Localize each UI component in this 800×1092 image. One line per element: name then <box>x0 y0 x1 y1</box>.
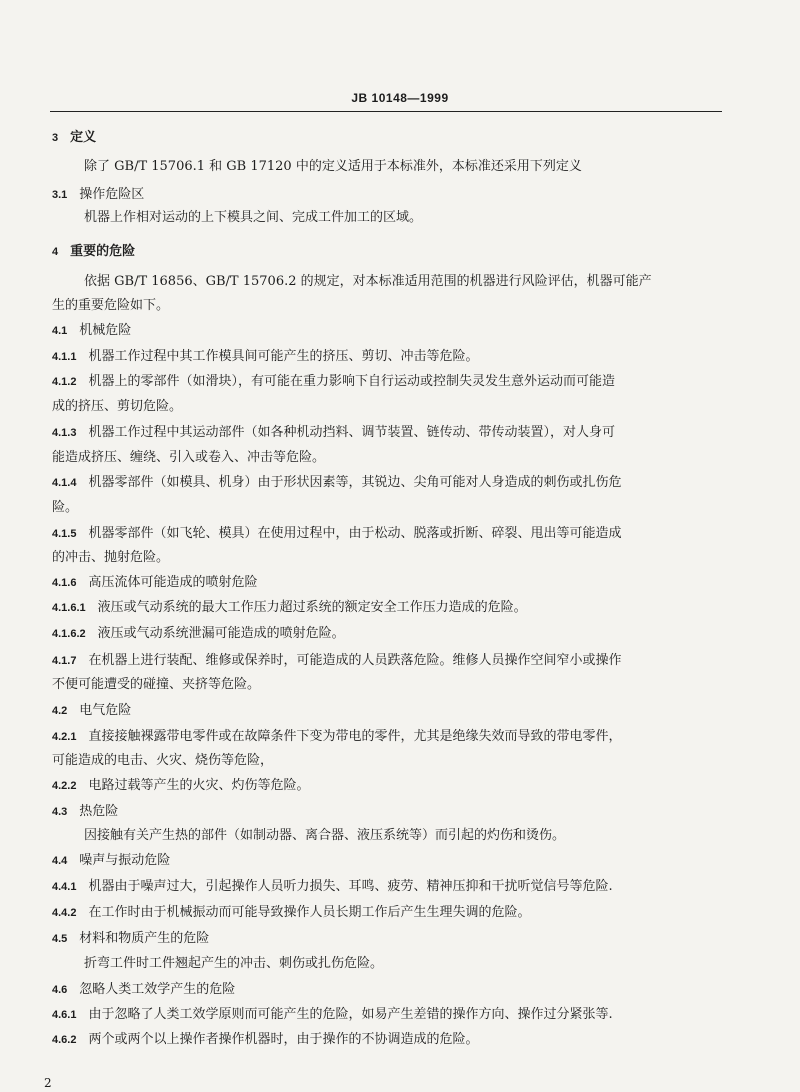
text-line <box>52 130 96 146</box>
text-line <box>52 778 309 794</box>
section-number: 3.1 <box>52 189 68 201</box>
section-number: 4.1.6.2 <box>52 628 86 640</box>
text-line <box>52 804 118 820</box>
text-line <box>52 1007 613 1023</box>
text-line <box>52 399 182 415</box>
section-heading-text: 操作危险区 <box>79 187 145 202</box>
section-number: 4.1.7 <box>52 655 77 667</box>
paragraph-text: 的冲击、抛射危险。 <box>52 550 170 565</box>
section-heading-text: 电气危险 <box>79 703 132 718</box>
paragraph-text: 成的挤压、剪切危险。 <box>52 399 183 414</box>
section-heading-text: 噪声与振动危险 <box>79 853 171 868</box>
paragraph-text: 依据 GB/T 16856、GB/T 15706.2 的规定，对本标准适用范围的机器进行风险评估，机器可能产 <box>84 274 652 289</box>
section-heading-text: 重要的危险 <box>70 244 136 259</box>
section-number: 4.1.6 <box>52 577 77 589</box>
text-line <box>84 159 582 175</box>
section-heading-text: 由于忽略了人类工效学原则而可能产生的危险，如易产生差错的操作方向、操作过分紧张等. <box>88 1007 613 1022</box>
text-line <box>52 425 615 441</box>
paragraph-text: 折弯工件时工件翘起产生的冲击、刺伤或扎伤危险。 <box>84 956 384 971</box>
section-heading-text: 在机器上进行装配、维修或保养时，可能造成的人员跌落危险。维修人员操作空间窄小或操作 <box>88 653 622 668</box>
section-number: 4.2.2 <box>52 780 77 792</box>
section-number: 4.1 <box>52 325 68 337</box>
text-line <box>84 210 422 226</box>
section-number: 4.4.1 <box>52 881 77 893</box>
text-line <box>52 677 260 693</box>
section-number: 4.2 <box>52 705 68 717</box>
text-line <box>52 1032 478 1048</box>
section-number: 4 <box>52 246 59 258</box>
paragraph-text: 可能造成的电击、火灾、烧伤等危险， <box>52 753 274 768</box>
text-line <box>52 575 257 591</box>
section-heading-text: 热危险 <box>79 804 119 819</box>
text-line <box>52 500 78 516</box>
text-line <box>52 982 235 998</box>
text-line <box>52 703 131 719</box>
text-line <box>52 187 144 203</box>
section-number: 3 <box>52 132 59 144</box>
section-heading-text: 机器工作过程中其工作模具间可能产生的挤压、剪切、冲击等危险。 <box>88 349 479 364</box>
section-number: 4.6 <box>52 984 68 996</box>
section-heading-text: 机械危险 <box>79 323 132 338</box>
section-heading-text: 机器零部件（如飞轮、模具）在使用过程中，由于松动、脱落或折断、碎裂、甩出等可能造成 <box>88 526 622 541</box>
text-line <box>84 274 652 290</box>
page-number: 2 <box>44 1076 52 1090</box>
section-number: 4.5 <box>52 933 68 945</box>
paragraph-text: 生的重要危险如下。 <box>52 298 170 313</box>
text-line <box>52 653 621 669</box>
section-heading-text: 液压或气动系统泄漏可能造成的喷射危险。 <box>97 626 345 641</box>
section-number: 4.1.2 <box>52 376 77 388</box>
text-line <box>52 298 169 314</box>
text-line <box>52 550 169 566</box>
section-number: 4.1.3 <box>52 427 77 439</box>
section-heading-text: 两个或两个以上操作者操作机器时，由于操作的不协调造成的危险。 <box>88 1032 479 1047</box>
text-line <box>52 729 621 745</box>
text-line <box>52 450 325 466</box>
section-heading-text: 电路过载等产生的火灾、灼伤等危险。 <box>88 778 310 793</box>
section-number: 4.4 <box>52 855 68 867</box>
text-line <box>52 905 530 921</box>
text-line <box>52 600 527 616</box>
section-heading-text: 直接接触裸露带电零件或在故障条件下变为带电的零件，尤其是绝缘失效而导致的带电零件， <box>88 729 622 744</box>
paragraph-text: 机器上作相对运动的上下模具之间、完成工件加工的区域。 <box>84 210 423 225</box>
section-heading-text: 机器由于噪声过大，引起操作人员听力损失、耳鸣、疲劳、精神压抑和干扰听觉信号等危险. <box>88 879 613 894</box>
section-heading-text: 液压或气动系统的最大工作压力超过系统的额定安全工作压力造成的危险。 <box>97 600 527 615</box>
section-number: 4.1.5 <box>52 528 77 540</box>
paragraph-text: 能造成挤压、缠绕、引入或卷入、冲击等危险。 <box>52 450 326 465</box>
text-line <box>52 931 209 947</box>
section-number: 4.4.2 <box>52 907 77 919</box>
text-line <box>52 475 621 491</box>
text-line <box>84 828 565 844</box>
section-number: 4.3 <box>52 806 68 818</box>
section-heading-text: 机器零部件（如模具、机身）由于形状因素等，其锐边、尖角可能对人身造成的刺伤或扎伤危 <box>88 475 622 490</box>
text-line <box>52 244 135 260</box>
section-heading-text: 材料和物质产生的危险 <box>79 931 210 946</box>
text-line <box>52 349 478 365</box>
text-line <box>52 374 615 390</box>
section-heading-text: 忽略人类工效学产生的危险 <box>79 982 236 997</box>
section-number: 4.6.2 <box>52 1034 77 1046</box>
text-line <box>84 956 383 972</box>
section-heading-text: 机器上的零部件（如滑块），有可能在重力影响下自行运动或控制失灵发生意外运动而可能造 <box>88 374 615 389</box>
standard-code-header: JB 10148—1999 <box>351 91 449 105</box>
section-heading-text: 机器工作过程中其运动部件（如各种机动挡料、调节装置、链传动、带传动装置），对人身可 <box>88 425 615 440</box>
section-heading-text: 高压流体可能造成的喷射危险 <box>88 575 258 590</box>
text-line <box>52 626 345 642</box>
text-line <box>52 753 273 769</box>
header-divider <box>50 111 722 112</box>
section-heading-text: 在工作时由于机械振动而可能导致操作人员长期工作后产生生理失调的危险。 <box>88 905 531 920</box>
section-number: 4.1.6.1 <box>52 602 86 614</box>
text-line <box>52 323 131 339</box>
section-number: 4.1.4 <box>52 477 77 489</box>
paragraph-text: 除了 GB/T 15706.1 和 GB 17120 中的定义适用于本标准外，本标准还采用下列定义 <box>84 159 582 174</box>
paragraph-text: 险。 <box>52 500 79 515</box>
section-number: 4.6.1 <box>52 1009 77 1021</box>
text-line <box>52 853 170 869</box>
text-line <box>52 879 613 895</box>
paragraph-text: 不便可能遭受的碰撞、夹挤等危险。 <box>52 677 261 692</box>
text-line <box>52 526 621 542</box>
section-heading-text: 定义 <box>70 130 97 145</box>
section-number: 4.1.1 <box>52 351 77 363</box>
section-number: 4.2.1 <box>52 731 77 743</box>
paragraph-text: 因接触有关产生热的部件（如制动器、离合器、液压系统等）而引起的灼伤和烫伤。 <box>84 828 566 843</box>
